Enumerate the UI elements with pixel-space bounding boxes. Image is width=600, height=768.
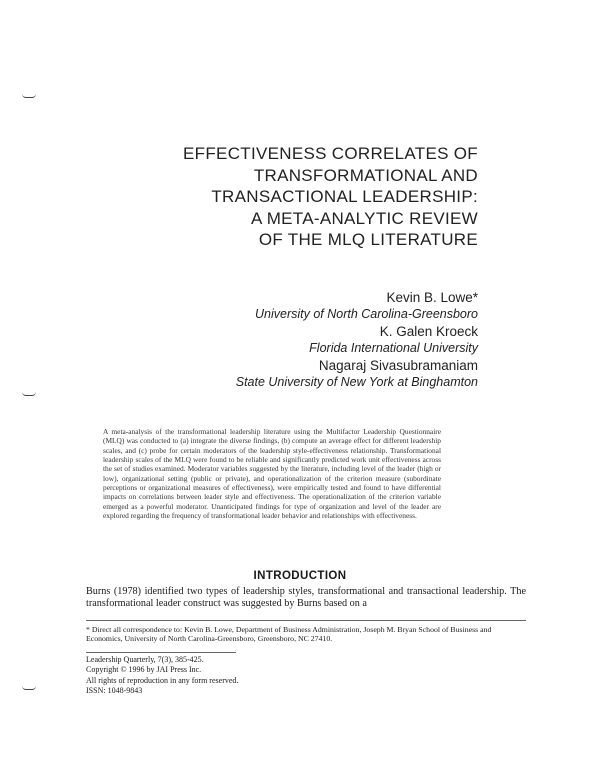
pubinfo-line: All rights of reproduction in any form reserved. [86,675,239,685]
title-line: A META-ANALYTIC REVIEW [250,208,478,228]
title-line: OF THE MLQ LITERATURE [258,230,478,249]
footnote-divider [86,620,526,621]
pubinfo-divider [86,652,236,653]
author-affiliation: University of North Carolina-Greensboro [254,307,478,321]
author-affiliation: Florida International University [309,341,478,355]
footnote: * Direct all correspondence to: Kevin B. Lowe, Department of Business Administration, Joseph M. Bryan School of Business and Economics, University of North Carolina-Greensboro, Greensboro, NC 27410. [86,625,492,644]
author-name: K. Galen Kroeck [379,324,478,339]
body-paragraph: Burns (1978) identified two types of leadership styles, transformational and transactional leadership. The transformational leader construct was suggested by Burns based on a [86,586,526,610]
author-affiliation: State University of New York at Binghamton [235,375,478,389]
binding-hole-mark [22,686,36,690]
pubinfo-line: Leadership Quarterly, 7(3), 385-425. [86,655,204,664]
title-line: TRANSFORMATIONAL AND [253,165,478,185]
binding-hole-mark [22,94,36,98]
author-name: Kevin B. Lowe* [386,290,478,305]
publication-info [86,652,346,697]
binding-hole-mark [22,392,36,396]
article-title [158,143,478,251]
title-line: TRANSACTIONAL LEADERSHIP: [211,187,478,206]
author-name: Nagaraj Sivasubramaniam [318,358,478,373]
title-line: EFFECTIVENESS CORRELATES OF [183,144,478,163]
author-block [118,289,478,391]
abstract: A meta-analysis of the transformational leadership literature using the Multifactor Leadership Questionnaire (MLQ) was conducted to (a) integrate the diverse findings, (b) compute an average effect for different leadership scales, and (c) probe for certain moderators of the leadership style-effectiveness relationship. Transformational leadership scales of the MLQ were found to be reliable and significantly predicted work unit effectiveness across the set of studies examined. Moderator variables suggested by the literature, including level of the leader (high or low), organizational setting (public or private), and operationalization of the criterion measure (subordinate perceptions or organizational measures of effectiveness), were empirically tested and found to have differential impacts on correlations between leader style and effectiveness. The operationalization of the criterion variable emerged as a powerful moderator. Unanticipated findings for type of organization and level of the leader are explored regarding the frequency of transformational leader behavior and relationships with effectiveness. [103,427,441,521]
pubinfo-line: ISSN: 1048-9843 [86,686,143,696]
pubinfo-line: Copyright © 1996 by JAI Press Inc. [86,665,202,675]
section-heading: INTRODUCTION [253,570,347,582]
